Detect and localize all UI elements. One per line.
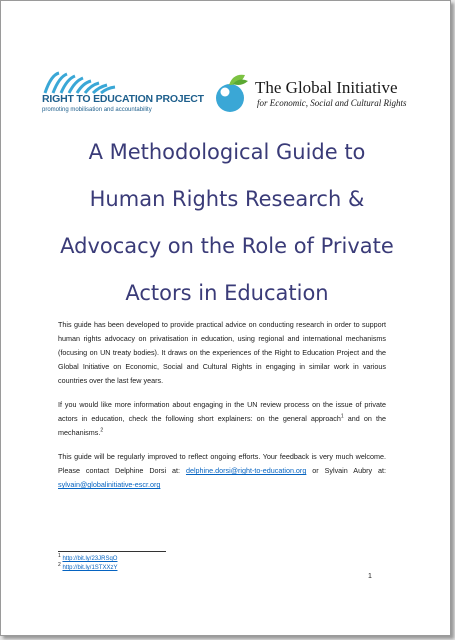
more-info-paragraph (58, 398, 386, 440)
footnote-number: 2 (58, 562, 61, 568)
footnote-ref-2: 2 (100, 427, 104, 434)
more-info-text-end: and on the mechanisms. (58, 414, 386, 437)
rte-arcs-icon (41, 71, 149, 95)
title-line: Actors in Education (125, 281, 329, 305)
feedback-text: This guide will be regularly improved to reflect ongoing efforts. Your feedback is very much welcome. Please contact Delphine Dorsi at: (58, 452, 386, 475)
footnote-number: 1 (58, 553, 61, 559)
gi-logo-subtitle: for Economic, Social and Cultural Rights (257, 98, 407, 108)
footnote-separator (58, 551, 166, 552)
rte-tagline: promoting mobilisation and accountability (42, 107, 152, 113)
title-line: A Methodological Guide to (88, 140, 366, 164)
email-link-sylvain[interactable]: sylvain@globalinitiative-escr.org (58, 480, 161, 489)
footnote-link-2[interactable]: http://bit.ly/1STXXzY (62, 565, 118, 571)
title-line: Human Rights Research & (89, 187, 365, 211)
body-text (58, 318, 386, 502)
feedback-text-mid: or Sylvain Aubry at: (306, 466, 386, 475)
title-line: Advocacy on the Role of Private (60, 234, 394, 258)
intro-paragraph: This guide has been developed to provide practical advice on conducting research in order to support human rights advocacy on privatisation in education, using regional and international mechanisms (focusing on UN treaty bodies). It draws on the experiences of the Right to Education Project and the Global Initiative on Economic, Social and Cultural Rights in engaging in similar work in various countries over the last few years. (58, 320, 386, 385)
footnote-1 (58, 555, 117, 563)
rte-logo-name (42, 93, 204, 105)
footnote-2 (58, 564, 117, 572)
rte-name-part2: PROJECT (152, 93, 204, 105)
global-initiative-logo (211, 73, 411, 119)
page-number: 1 (368, 573, 372, 580)
gi-logo-name: The Global Initiative (255, 78, 398, 97)
footnote-link-1[interactable]: http://bit.ly/23JRSqO (62, 556, 118, 562)
feedback-paragraph (58, 450, 386, 492)
document-title (31, 129, 423, 317)
footnote-ref-1: 1 (340, 413, 344, 420)
right-to-education-logo (41, 71, 204, 121)
more-info-text: If you would like more information about engaging in the UN review process on the issue of private actors in education, check the following short explainers: on the general approach (58, 400, 386, 423)
rte-name-part1: RIGHT TO EDUCATION (42, 93, 153, 105)
global-initiative-mark-icon (211, 73, 251, 115)
email-link-delphine[interactable]: delphine.dorsi@right-to-education.org (185, 466, 307, 475)
